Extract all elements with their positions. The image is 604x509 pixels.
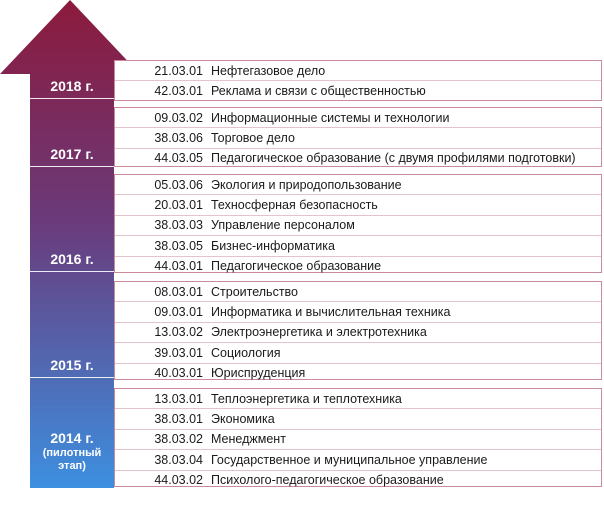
list-item: 38.03.05 Бизнес-информатика (115, 236, 601, 256)
list-item: 21.03.01 Нефтегазовое дело (115, 61, 601, 81)
group-box-2016 (114, 174, 602, 273)
list-item: 44.03.01 Педагогическое образование (154, 259, 382, 274)
group-box-2014 (114, 388, 602, 487)
list-item: 05.03.06 Экология и природопользование (115, 175, 601, 195)
year-label-2015: 2015 г. (30, 357, 114, 374)
list-item: 09.03.01 Информатика и вычислительная техника (115, 302, 601, 322)
group-box-2015 (114, 281, 602, 380)
list-item: 38.03.01 Экономика (115, 409, 601, 429)
list-item: 40.03.01 Юриспруденция (154, 366, 306, 381)
list-item: 38.03.03 Управление персоналом (115, 216, 601, 236)
list-item: 44.03.02 Психолого-педагогическое образование (154, 473, 444, 488)
list-item: 39.03.01 Социология (115, 343, 601, 363)
list-item: 42.03.01 Реклама и связи с общественностью (154, 84, 426, 99)
list-item: 38.03.06 Торговое дело (115, 128, 601, 148)
list-item: 38.03.02 Менеджмент (115, 430, 601, 450)
list-item: 08.03.01 Строительство (115, 282, 601, 302)
year-label-2018: 2018 г. (30, 78, 114, 95)
list-item: 38.03.04 Государственное и муниципальное управление (115, 450, 601, 470)
group-box-2018 (114, 60, 602, 101)
list-item: 44.03.05 Педагогическое образование (с двумя профилями подготовки) (154, 151, 576, 166)
year-label-2014: 2014 г. (пилотный этап) (30, 430, 114, 473)
list-item: 09.03.02 Информационные системы и технологии (115, 108, 601, 128)
pilot-note: (пилотный этап) (42, 447, 102, 472)
list-item: 13.03.01 Теплоэнергетика и теплотехника (115, 389, 601, 409)
group-box-2017 (114, 107, 602, 167)
list-item: 13.03.02 Электроэнергетика и электротехника (115, 323, 601, 343)
year-label-2017: 2017 г. (30, 146, 114, 163)
year-label-2016: 2016 г. (30, 251, 114, 268)
list-item: 20.03.01 Техносферная безопасность (115, 195, 601, 215)
